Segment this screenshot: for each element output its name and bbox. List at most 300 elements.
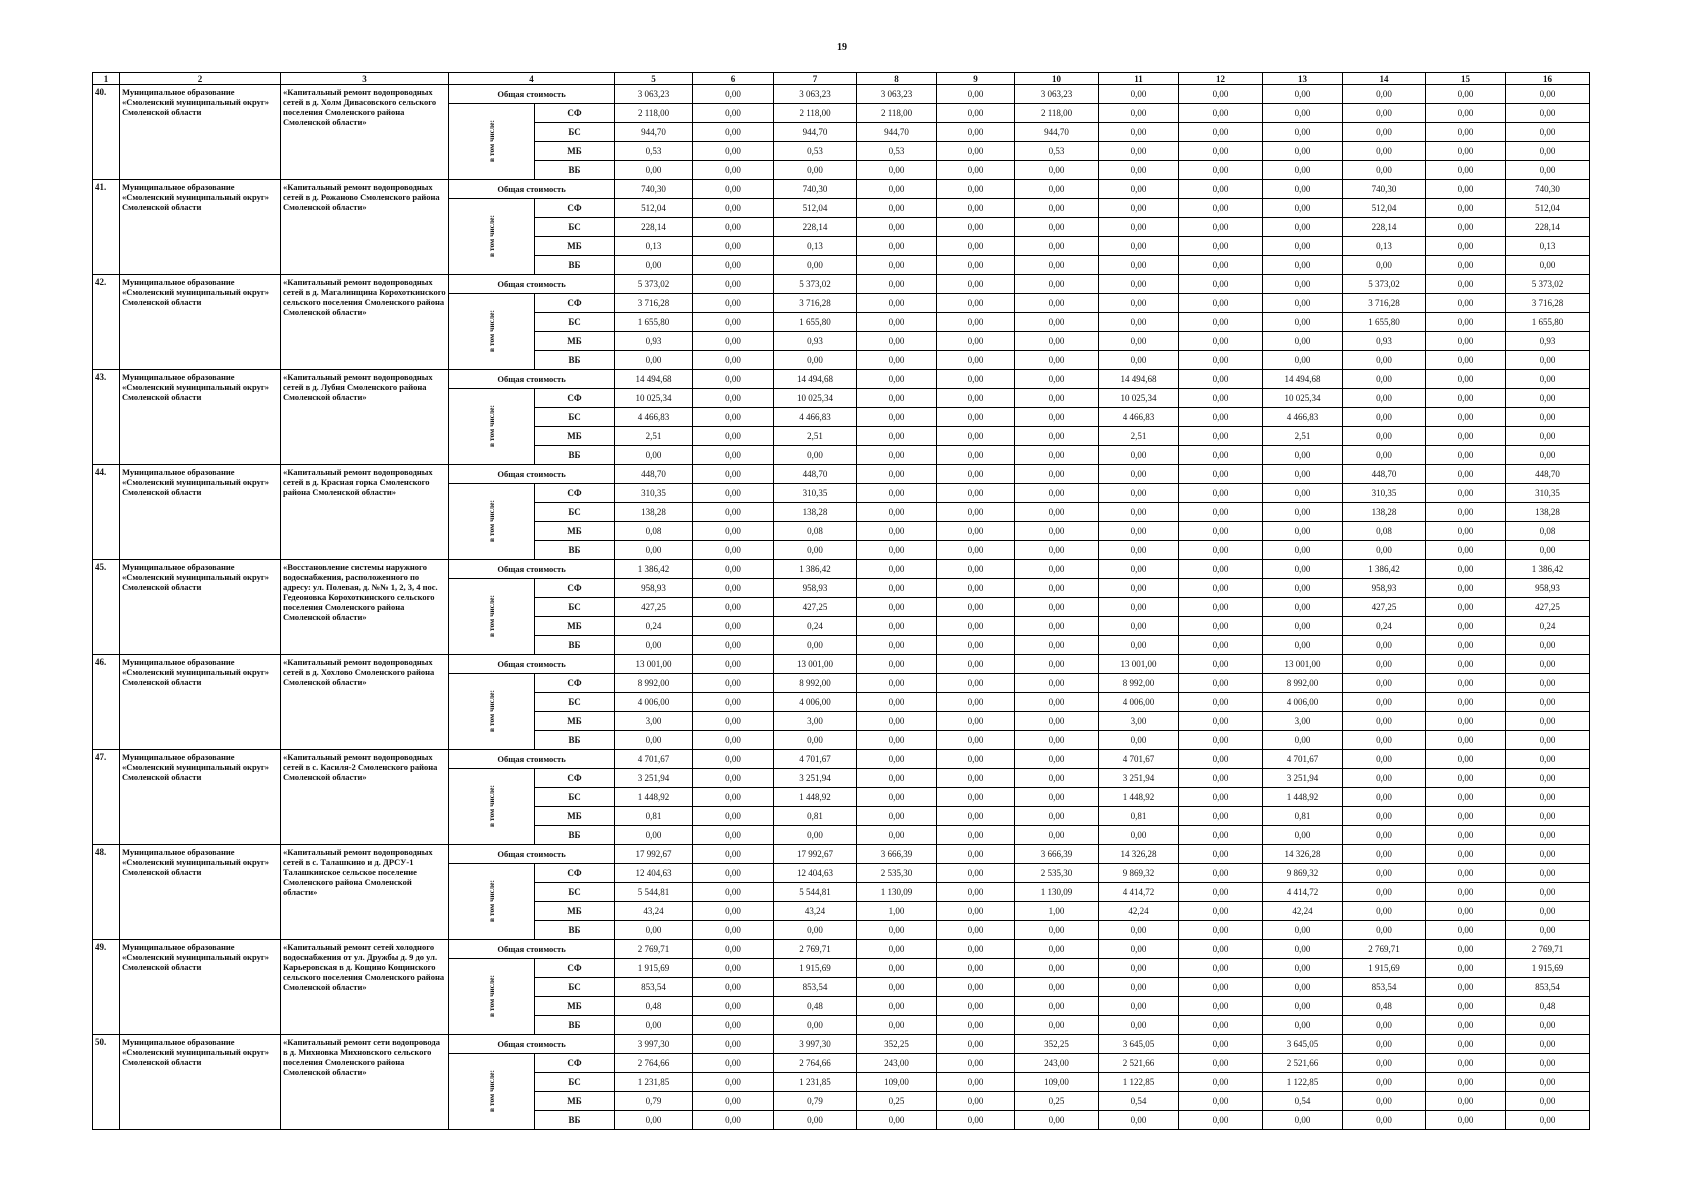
funding-source-label: ВБ	[535, 921, 615, 940]
value-cell: 0,00	[857, 598, 937, 617]
value-cell: 1 655,80	[1343, 313, 1426, 332]
value-cell: 0,00	[693, 313, 774, 332]
value-cell: 42,24	[1263, 902, 1343, 921]
funding-source-label: БС	[535, 313, 615, 332]
value-cell: 0,00	[1426, 940, 1506, 959]
value-cell: 0,00	[857, 693, 937, 712]
value-cell: 740,30	[774, 180, 857, 199]
value-cell: 0,00	[693, 503, 774, 522]
value-cell: 0,00	[1343, 921, 1426, 940]
municipality-cell: Муниципальное образование «Смоленский муниципальный округ» Смоленской области	[120, 370, 281, 465]
value-cell: 0,00	[774, 161, 857, 180]
value-cell: 0,00	[1015, 465, 1099, 484]
value-cell: 0,00	[1426, 351, 1506, 370]
value-cell: 0,00	[774, 1016, 857, 1035]
value-cell: 0,00	[1179, 427, 1263, 446]
value-cell: 352,25	[1015, 1035, 1099, 1054]
value-cell: 0,00	[1179, 446, 1263, 465]
value-cell: 0,00	[1179, 940, 1263, 959]
value-cell: 0,00	[857, 503, 937, 522]
column-header: 5	[615, 73, 693, 85]
value-cell: 0,00	[1343, 408, 1426, 427]
including-label: в том числе:	[486, 310, 496, 353]
project-cell: «Восстановление системы наружного водоснабжения, расположенного по адресу: ул. Полевая, д. №№ 1, 2, 3, 4 пос. Гедеоновка Корохоткинского сельского поселения Смоленского района Смоленской области»	[281, 560, 449, 655]
value-cell: 0,00	[857, 427, 937, 446]
value-cell: 0,13	[774, 237, 857, 256]
value-cell: 0,00	[693, 484, 774, 503]
funding-source-label: СФ	[535, 1054, 615, 1073]
value-cell: 0,00	[1263, 180, 1343, 199]
value-cell: 0,00	[1426, 1035, 1506, 1054]
value-cell: 138,28	[1506, 503, 1590, 522]
value-cell: 0,00	[857, 655, 937, 674]
value-cell: 0,00	[1426, 370, 1506, 389]
funding-source-label: ВБ	[535, 826, 615, 845]
value-cell: 0,00	[1343, 769, 1426, 788]
value-cell: 0,00	[1426, 503, 1506, 522]
value-cell: 0,00	[1015, 940, 1099, 959]
project-cell: «Капитальный ремонт водопроводных сетей в д. Лубня Смоленского района Смоленской области»	[281, 370, 449, 465]
value-cell: 0,00	[1426, 598, 1506, 617]
value-cell: 0,00	[857, 370, 937, 389]
value-cell: 0,00	[1426, 807, 1506, 826]
value-cell: 0,00	[1426, 826, 1506, 845]
value-cell: 0,00	[1506, 902, 1590, 921]
value-cell: 0,00	[1506, 864, 1590, 883]
value-cell: 0,00	[1506, 693, 1590, 712]
value-cell: 0,00	[1426, 902, 1506, 921]
value-cell: 3 666,39	[857, 845, 937, 864]
including-label-cell	[449, 674, 535, 750]
value-cell: 0,00	[1426, 579, 1506, 598]
value-cell: 0,00	[1263, 104, 1343, 123]
value-cell: 0,00	[937, 427, 1015, 446]
value-cell: 0,00	[615, 541, 693, 560]
value-cell: 0,00	[693, 1054, 774, 1073]
value-cell: 0,00	[1426, 560, 1506, 579]
page-number: 19	[837, 42, 847, 53]
value-cell: 0,00	[1015, 161, 1099, 180]
value-cell: 0,00	[937, 104, 1015, 123]
value-cell: 0,93	[1343, 332, 1426, 351]
funding-source-label: МБ	[535, 142, 615, 161]
value-cell: 0,00	[1015, 503, 1099, 522]
value-cell: 0,00	[693, 275, 774, 294]
value-cell: 138,28	[615, 503, 693, 522]
value-cell: 0,00	[1263, 541, 1343, 560]
value-cell: 0,81	[1099, 807, 1179, 826]
value-cell: 5 373,02	[774, 275, 857, 294]
value-cell: 0,00	[1426, 199, 1506, 218]
total-cost-label: Общая стоимость	[449, 465, 615, 484]
value-cell: 0,00	[937, 769, 1015, 788]
value-cell: 0,00	[693, 161, 774, 180]
value-cell: 0,00	[937, 788, 1015, 807]
value-cell: 958,93	[1506, 579, 1590, 598]
value-cell: 0,00	[1426, 978, 1506, 997]
value-cell: 0,54	[1099, 1092, 1179, 1111]
value-cell: 0,00	[1506, 142, 1590, 161]
value-cell: 0,00	[774, 731, 857, 750]
value-cell: 0,00	[1343, 370, 1426, 389]
value-cell: 0,00	[857, 313, 937, 332]
value-cell: 0,00	[1179, 655, 1263, 674]
value-cell: 2 118,00	[615, 104, 693, 123]
municipality-cell: Муниципальное образование «Смоленский муниципальный округ» Смоленской области	[120, 275, 281, 370]
value-cell: 0,00	[1179, 1054, 1263, 1073]
value-cell: 0,00	[857, 959, 937, 978]
value-cell: 0,00	[1015, 484, 1099, 503]
value-cell: 0,00	[1099, 484, 1179, 503]
value-cell: 2 769,71	[615, 940, 693, 959]
value-cell: 228,14	[774, 218, 857, 237]
value-cell: 0,00	[937, 256, 1015, 275]
value-cell: 0,00	[937, 484, 1015, 503]
value-cell: 0,00	[1179, 1092, 1263, 1111]
value-cell: 310,35	[615, 484, 693, 503]
value-cell: 0,00	[1015, 712, 1099, 731]
value-cell: 0,00	[857, 484, 937, 503]
value-cell: 352,25	[857, 1035, 937, 1054]
value-cell: 0,00	[1426, 123, 1506, 142]
value-cell: 0,00	[937, 294, 1015, 313]
funding-source-label: СФ	[535, 104, 615, 123]
value-cell: 310,35	[1506, 484, 1590, 503]
value-cell: 0,00	[857, 560, 937, 579]
value-cell: 1 915,69	[1343, 959, 1426, 978]
value-cell: 0,00	[615, 446, 693, 465]
value-cell: 0,13	[1343, 237, 1426, 256]
value-cell: 0,00	[1015, 769, 1099, 788]
value-cell: 0,48	[1343, 997, 1426, 1016]
value-cell: 0,00	[1506, 104, 1590, 123]
value-cell: 0,00	[857, 769, 937, 788]
value-cell: 0,00	[693, 256, 774, 275]
value-cell: 0,00	[1015, 788, 1099, 807]
including-label-cell	[449, 1054, 535, 1130]
value-cell: 0,00	[937, 674, 1015, 693]
value-cell: 0,00	[1099, 978, 1179, 997]
value-cell: 310,35	[1343, 484, 1426, 503]
value-cell: 2,51	[1099, 427, 1179, 446]
column-header: 11	[1099, 73, 1179, 85]
total-cost-label: Общая стоимость	[449, 560, 615, 579]
total-cost-label: Общая стоимость	[449, 750, 615, 769]
value-cell: 0,00	[1426, 712, 1506, 731]
value-cell: 0,00	[1426, 1073, 1506, 1092]
value-cell: 4 006,00	[615, 693, 693, 712]
value-cell: 0,00	[857, 199, 937, 218]
value-cell: 2 535,30	[1015, 864, 1099, 883]
value-cell: 0,00	[1426, 921, 1506, 940]
value-cell: 0,00	[1179, 959, 1263, 978]
value-cell: 0,00	[615, 161, 693, 180]
including-label: в том числе:	[486, 975, 496, 1018]
column-header: 12	[1179, 73, 1263, 85]
value-cell: 0,00	[1263, 940, 1343, 959]
value-cell: 0,00	[1426, 617, 1506, 636]
value-cell: 0,00	[1426, 693, 1506, 712]
value-cell: 0,00	[693, 750, 774, 769]
value-cell: 0,81	[1263, 807, 1343, 826]
value-cell: 0,00	[1426, 218, 1506, 237]
value-cell: 0,00	[1015, 598, 1099, 617]
value-cell: 0,00	[1506, 351, 1590, 370]
value-cell: 0,00	[1179, 712, 1263, 731]
table-body	[93, 85, 1590, 1130]
value-cell: 0,00	[1506, 788, 1590, 807]
value-cell: 0,00	[693, 1111, 774, 1130]
value-cell: 0,00	[615, 636, 693, 655]
project-cell: «Капитальный ремонт водопроводных сетей в д. Красная горка Смоленского района Смоленской области»	[281, 465, 449, 560]
value-cell: 0,00	[1179, 522, 1263, 541]
value-cell: 5 373,02	[1343, 275, 1426, 294]
value-cell: 0,00	[1426, 1111, 1506, 1130]
value-cell: 0,00	[1015, 275, 1099, 294]
value-cell: 0,00	[1179, 389, 1263, 408]
value-cell: 0,00	[1343, 750, 1426, 769]
value-cell: 0,00	[937, 902, 1015, 921]
value-cell: 0,00	[1179, 788, 1263, 807]
value-cell: 0,00	[1506, 636, 1590, 655]
value-cell: 0,00	[1426, 275, 1506, 294]
value-cell: 0,00	[1099, 959, 1179, 978]
including-label-cell	[449, 959, 535, 1035]
value-cell: 0,00	[693, 712, 774, 731]
value-cell: 0,00	[1426, 750, 1506, 769]
value-cell: 0,00	[693, 997, 774, 1016]
value-cell: 0,79	[615, 1092, 693, 1111]
value-cell: 0,00	[1426, 541, 1506, 560]
value-cell: 853,54	[1506, 978, 1590, 997]
row-number: 47.	[93, 750, 120, 845]
value-cell: 0,00	[1426, 256, 1506, 275]
value-cell: 3 251,94	[1099, 769, 1179, 788]
value-cell: 740,30	[1506, 180, 1590, 199]
value-cell: 0,00	[1263, 256, 1343, 275]
value-cell: 0,00	[1179, 199, 1263, 218]
value-cell: 0,00	[1099, 180, 1179, 199]
value-cell: 0,00	[1099, 218, 1179, 237]
value-cell: 14 326,28	[1099, 845, 1179, 864]
value-cell: 0,00	[1179, 142, 1263, 161]
value-cell: 138,28	[1343, 503, 1426, 522]
value-cell: 0,00	[1343, 807, 1426, 826]
value-cell: 43,24	[615, 902, 693, 921]
value-cell: 0,54	[1263, 1092, 1343, 1111]
value-cell: 0,00	[1263, 503, 1343, 522]
value-cell: 0,00	[693, 902, 774, 921]
value-cell: 0,00	[937, 351, 1015, 370]
funding-source-label: ВБ	[535, 446, 615, 465]
value-cell: 0,00	[1263, 123, 1343, 142]
municipality-cell: Муниципальное образование «Смоленский муниципальный округ» Смоленской области	[120, 655, 281, 750]
value-cell: 0,00	[937, 503, 1015, 522]
value-cell: 0,00	[774, 636, 857, 655]
value-cell: 0,00	[1263, 332, 1343, 351]
value-cell: 0,00	[1263, 978, 1343, 997]
value-cell: 2,51	[1263, 427, 1343, 446]
value-cell: 0,00	[1179, 883, 1263, 902]
value-cell: 0,00	[1015, 256, 1099, 275]
value-cell: 0,00	[1263, 579, 1343, 598]
value-cell: 0,00	[937, 1092, 1015, 1111]
value-cell: 0,00	[1506, 845, 1590, 864]
value-cell: 14 494,68	[774, 370, 857, 389]
value-cell: 5 373,02	[615, 275, 693, 294]
value-cell: 0,00	[937, 750, 1015, 769]
value-cell: 0,00	[693, 465, 774, 484]
value-cell: 1 915,69	[1506, 959, 1590, 978]
funding-source-label: ВБ	[535, 541, 615, 560]
value-cell: 512,04	[774, 199, 857, 218]
total-cost-label: Общая стоимость	[449, 180, 615, 199]
value-cell: 0,00	[693, 560, 774, 579]
value-cell: 109,00	[1015, 1073, 1099, 1092]
value-cell: 0,00	[937, 940, 1015, 959]
value-cell: 0,00	[857, 617, 937, 636]
value-cell: 0,00	[937, 465, 1015, 484]
project-cell: «Капитальный ремонт водопроводных сетей в с. Касиля-2 Смоленского района Смоленской области»	[281, 750, 449, 845]
value-cell: 0,00	[1506, 1092, 1590, 1111]
value-cell: 0,00	[1343, 788, 1426, 807]
value-cell: 0,00	[1263, 1016, 1343, 1035]
value-cell: 0,00	[693, 332, 774, 351]
funding-source-label: СФ	[535, 579, 615, 598]
funding-source-label: БС	[535, 218, 615, 237]
table-row	[93, 180, 1590, 199]
value-cell: 0,24	[774, 617, 857, 636]
value-cell: 0,00	[1263, 294, 1343, 313]
value-cell: 0,00	[1343, 1111, 1426, 1130]
municipality-cell: Муниципальное образование «Смоленский муниципальный округ» Смоленской области	[120, 750, 281, 845]
value-cell: 0,00	[615, 826, 693, 845]
value-cell: 0,00	[1015, 655, 1099, 674]
including-label: в том числе:	[486, 405, 496, 448]
value-cell: 9 869,32	[1263, 864, 1343, 883]
including-label-cell	[449, 199, 535, 275]
value-cell: 0,00	[937, 446, 1015, 465]
column-header: 4	[449, 73, 615, 85]
value-cell: 0,00	[1506, 446, 1590, 465]
column-header: 15	[1426, 73, 1506, 85]
value-cell: 0,00	[1099, 997, 1179, 1016]
value-cell: 0,00	[1099, 503, 1179, 522]
value-cell: 0,00	[1343, 389, 1426, 408]
value-cell: 109,00	[857, 1073, 937, 1092]
value-cell: 0,00	[1343, 845, 1426, 864]
value-cell: 0,00	[857, 579, 937, 598]
value-cell: 1,00	[1015, 902, 1099, 921]
value-cell: 0,08	[1506, 522, 1590, 541]
municipality-cell: Муниципальное образование «Смоленский муниципальный округ» Смоленской области	[120, 1035, 281, 1130]
value-cell: 0,13	[1506, 237, 1590, 256]
value-cell: 0,00	[1343, 123, 1426, 142]
value-cell: 3 251,94	[1263, 769, 1343, 788]
project-cell: «Капитальный ремонт водопроводных сетей в д. Холм Дивасовского сельского поселения Смоленского района Смоленской области»	[281, 85, 449, 180]
value-cell: 427,25	[1343, 598, 1426, 617]
value-cell: 0,00	[1015, 560, 1099, 579]
value-cell: 13 001,00	[774, 655, 857, 674]
value-cell: 0,00	[1015, 218, 1099, 237]
value-cell: 5 373,02	[1506, 275, 1590, 294]
value-cell: 1 448,92	[774, 788, 857, 807]
value-cell: 3 997,30	[615, 1035, 693, 1054]
value-cell: 0,00	[693, 389, 774, 408]
value-cell: 0,00	[1179, 636, 1263, 655]
value-cell: 1 122,85	[1263, 1073, 1343, 1092]
value-cell: 0,00	[1015, 731, 1099, 750]
funding-source-label: СФ	[535, 389, 615, 408]
value-cell: 0,00	[937, 883, 1015, 902]
value-cell: 0,00	[857, 180, 937, 199]
value-cell: 0,00	[1179, 826, 1263, 845]
value-cell: 0,00	[1426, 1092, 1506, 1111]
value-cell: 0,00	[615, 1111, 693, 1130]
value-cell: 0,00	[1099, 161, 1179, 180]
value-cell: 0,00	[1506, 731, 1590, 750]
value-cell: 0,00	[1506, 1073, 1590, 1092]
value-cell: 0,00	[937, 313, 1015, 332]
value-cell: 13 001,00	[615, 655, 693, 674]
value-cell: 0,00	[1099, 85, 1179, 104]
value-cell: 0,00	[937, 522, 1015, 541]
table-row	[93, 85, 1590, 104]
value-cell: 0,00	[857, 446, 937, 465]
value-cell: 853,54	[1343, 978, 1426, 997]
value-cell: 0,00	[1426, 427, 1506, 446]
value-cell: 0,00	[857, 921, 937, 940]
value-cell: 0,00	[1179, 598, 1263, 617]
value-cell: 0,00	[1015, 351, 1099, 370]
value-cell: 0,00	[857, 351, 937, 370]
value-cell: 5 544,81	[615, 883, 693, 902]
value-cell: 0,00	[937, 712, 1015, 731]
value-cell: 0,13	[615, 237, 693, 256]
value-cell: 2 769,71	[1506, 940, 1590, 959]
value-cell: 0,00	[1263, 921, 1343, 940]
value-cell: 0,00	[937, 636, 1015, 655]
value-cell: 0,48	[774, 997, 857, 1016]
value-cell: 0,00	[937, 408, 1015, 427]
value-cell: 0,00	[1015, 427, 1099, 446]
value-cell: 0,00	[1506, 807, 1590, 826]
funding-source-label: МБ	[535, 902, 615, 921]
value-cell: 0,00	[1015, 446, 1099, 465]
value-cell: 0,00	[1426, 104, 1506, 123]
value-cell: 1 915,69	[615, 959, 693, 978]
value-cell: 0,00	[857, 997, 937, 1016]
value-cell: 0,00	[1099, 636, 1179, 655]
value-cell: 1 655,80	[774, 313, 857, 332]
value-cell: 2 118,00	[857, 104, 937, 123]
value-cell: 0,00	[1179, 218, 1263, 237]
value-cell: 1 122,85	[1099, 1073, 1179, 1092]
value-cell: 0,00	[1099, 1016, 1179, 1035]
funding-source-label: МБ	[535, 427, 615, 446]
row-number: 40.	[93, 85, 120, 180]
value-cell: 0,00	[1426, 142, 1506, 161]
including-label: в том числе:	[486, 215, 496, 258]
value-cell: 0,00	[1015, 1016, 1099, 1035]
column-header: 16	[1506, 73, 1590, 85]
value-cell: 0,00	[774, 446, 857, 465]
value-cell: 0,00	[1179, 408, 1263, 427]
column-header: 8	[857, 73, 937, 85]
value-cell: 0,00	[1343, 826, 1426, 845]
value-cell: 0,00	[857, 294, 937, 313]
value-cell: 448,70	[1343, 465, 1426, 484]
